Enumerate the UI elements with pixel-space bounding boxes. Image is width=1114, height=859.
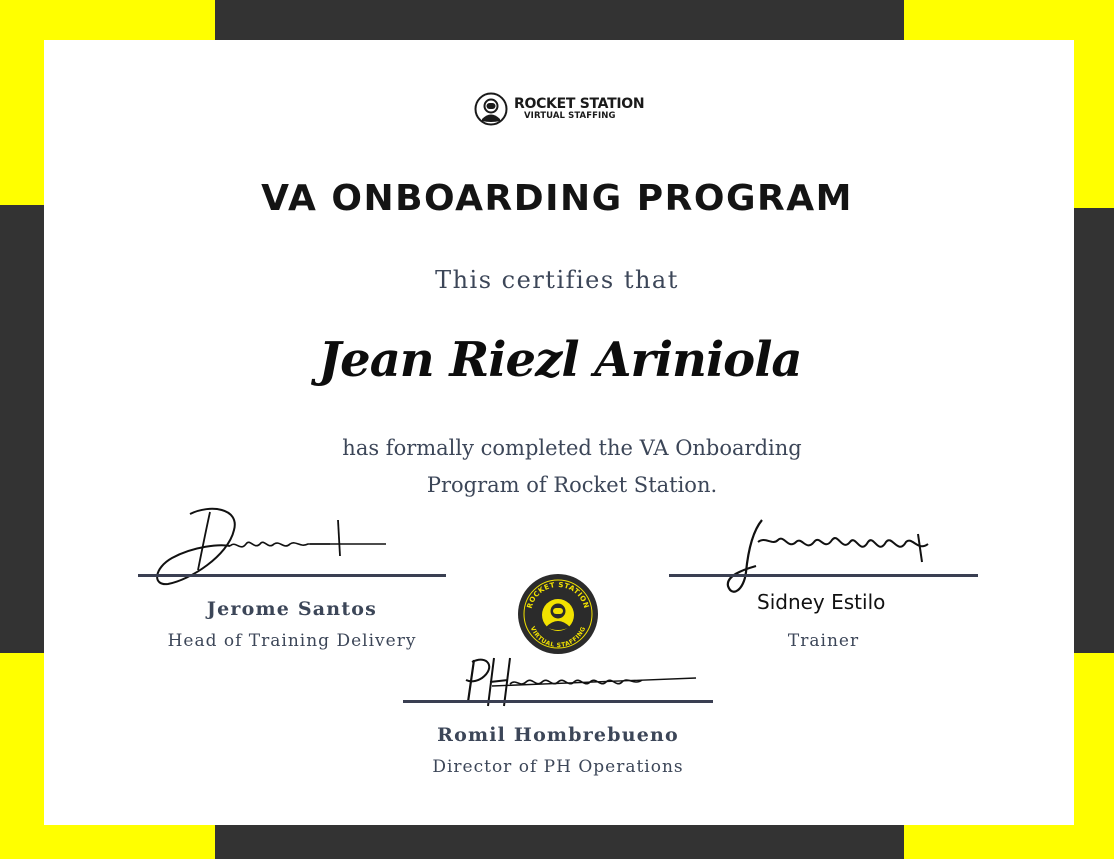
astronaut-helmet-icon <box>474 92 508 126</box>
signatory-role-center: Director of PH Operations <box>432 757 684 777</box>
signatory-name-center: Romil Hombrebueno <box>437 724 679 746</box>
statement-line-1: has formally completed the VA Onboarding <box>342 436 802 460</box>
logo-wordmark <box>514 97 644 121</box>
completion-statement <box>0 430 1114 504</box>
signature-line-center <box>403 700 713 703</box>
astronaut-helmet-icon <box>542 599 574 631</box>
certifies-text: This certifies that <box>435 266 679 294</box>
frame-left-yellow-upper <box>0 0 44 205</box>
signatory-role-right: Trainer <box>787 631 860 651</box>
signatory-name-left: Jerome Santos <box>206 598 378 620</box>
logo-main-text: ROCKET STATION <box>514 96 645 113</box>
certificate-title: VA ONBOARDING PROGRAM <box>261 178 853 219</box>
signature-line-right <box>669 574 978 577</box>
signature-sidney-estilo <box>722 512 942 602</box>
seal-bottom-text: VIRTUAL STAFFING <box>528 625 588 650</box>
seal-top-text: ROCKET STATION <box>525 580 591 610</box>
frame-bottom-left-yellow <box>0 825 215 859</box>
rocket-station-seal <box>517 573 599 655</box>
signature-line-left <box>138 574 446 577</box>
logo-sub-text: VIRTUAL STAFFING <box>524 111 616 122</box>
signatory-role-left: Head of Training Delivery <box>167 631 417 651</box>
company-logo <box>474 92 644 126</box>
frame-top-dark <box>215 0 904 40</box>
statement-line-2: Program of Rocket Station. <box>426 473 718 497</box>
frame-right-yellow-upper <box>1074 0 1114 208</box>
frame-bottom-right-yellow <box>904 825 1114 859</box>
signatory-name-right: Sidney Estilo <box>757 590 886 614</box>
recipient-name: Jean Riezl Ariniola <box>318 332 802 388</box>
signature-jerome-santos <box>150 500 390 600</box>
frame-bottom-dark <box>215 825 904 859</box>
